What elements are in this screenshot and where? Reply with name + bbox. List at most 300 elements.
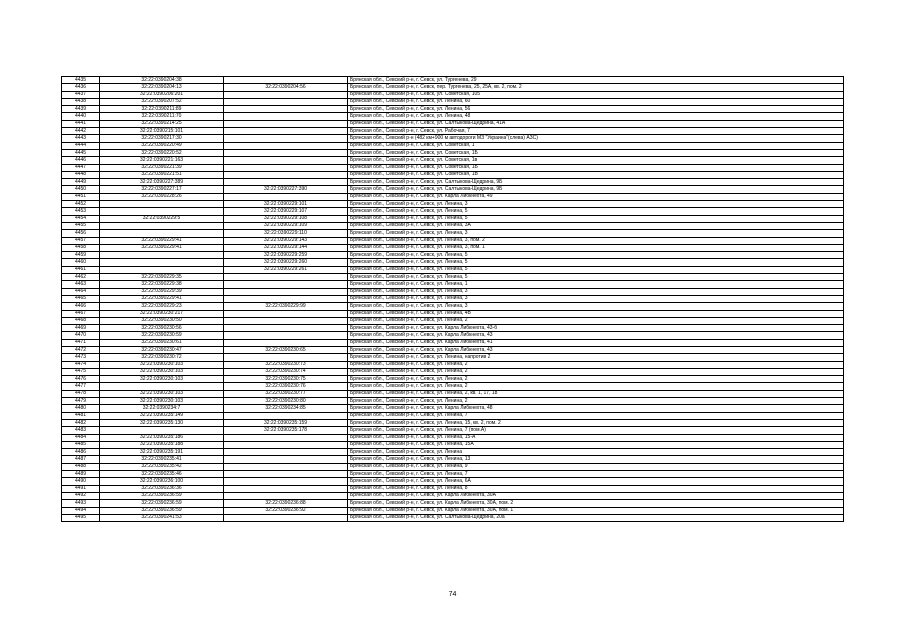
parent-cadastral-number-cell — [224, 106, 348, 113]
address-cell: Брянская обл., Севский р-н, г. Севск, ул. Карла Либкнехта, 30А — [348, 492, 844, 499]
table-row — [62, 142, 844, 149]
parent-cadastral-number-cell — [224, 434, 348, 441]
row-number-cell: 4448 — [62, 171, 100, 178]
table-row — [62, 398, 844, 405]
table-row — [62, 237, 844, 244]
row-number-cell: 4455 — [62, 222, 100, 229]
table-row — [62, 215, 844, 222]
parent-cadastral-number-cell — [224, 332, 348, 339]
row-number-cell: 4465 — [62, 295, 100, 302]
parent-cadastral-number-cell — [224, 514, 348, 521]
parent-cadastral-number-cell — [224, 193, 348, 200]
registry-table-body — [62, 77, 844, 522]
address-cell: Брянская обл., Севский р-н, г. Севск, ул. Ленина, 15, кв. 2, пом. 2 — [348, 419, 844, 426]
table-row — [62, 317, 844, 324]
address-cell: Брянская обл., Севский р-н (482 км+900 м автодороги МЗ "Украина"(слева) АЗС) — [348, 135, 844, 142]
cadastral-number-cell: 32:22:0390211:70 — [100, 113, 224, 120]
table-row — [62, 149, 844, 156]
cadastral-number-cell: 32:22:0390204:38 — [100, 77, 224, 84]
cadastral-number-cell: 32:22:0390227:17 — [100, 186, 224, 193]
parent-cadastral-number-cell — [224, 281, 348, 288]
address-cell: Брянская обл., Севский р-н, г. Севск, ул. Советская, 1Б — [348, 149, 844, 156]
row-number-cell: 4472 — [62, 346, 100, 353]
row-number-cell: 4476 — [62, 376, 100, 383]
row-number-cell: 4453 — [62, 208, 100, 215]
row-number-cell: 4490 — [62, 478, 100, 485]
cadastral-number-cell: 32:22:0390229:23 — [100, 303, 224, 310]
address-cell: Брянская обл., Севский р-н, г. Севск, ул. Ленина, 5 — [348, 274, 844, 281]
row-number-cell: 4457 — [62, 237, 100, 244]
cadastral-number-cell — [100, 230, 224, 237]
row-number-cell: 4467 — [62, 310, 100, 317]
table-row — [62, 171, 844, 178]
cadastral-number-cell: 32:22:0390235:191 — [100, 449, 224, 456]
address-cell: Брянская обл., Севский р-н, г. Севск, ул. Ленина, 13 — [348, 456, 844, 463]
row-number-cell: 4470 — [62, 332, 100, 339]
row-number-cell: 4468 — [62, 317, 100, 324]
parent-cadastral-number-cell: 32:22:0390230:65 — [224, 346, 348, 353]
cadastral-number-cell: 32:22:0390221:39 — [100, 164, 224, 171]
cadastral-number-cell: 32:22:0390221:163 — [100, 157, 224, 164]
cadastral-number-cell: 32:22:0390229:41 — [100, 237, 224, 244]
parent-cadastral-number-cell — [224, 485, 348, 492]
parent-cadastral-number-cell: 32:22:0390229:261 — [224, 266, 348, 273]
table-row — [62, 179, 844, 186]
address-cell: Брянская обл., Севский р-н, г. Севск, ул. Карла Либкнехта, 48 — [348, 405, 844, 412]
address-cell: Брянская обл., Севский р-н, г. Севск, ул. Карла Либкнехта, 43 — [348, 332, 844, 339]
table-row — [62, 201, 844, 208]
cadastral-number-cell: 32:22:0390235:186 — [100, 434, 224, 441]
row-number-cell: 4478 — [62, 390, 100, 397]
table-row — [62, 419, 844, 426]
parent-cadastral-number-cell — [224, 441, 348, 448]
address-cell: Брянская обл., Севский р-н, г. Севск, ул. Ленина, 48 — [348, 113, 844, 120]
table-row — [62, 135, 844, 142]
parent-cadastral-number-cell — [224, 91, 348, 98]
address-cell: Брянская обл., Севский р-н, г. Севск, ул. Карла Либкнехта, 43 — [348, 346, 844, 353]
cadastral-number-cell: 32:22:0390207:52 — [100, 98, 224, 105]
parent-cadastral-number-cell — [224, 128, 348, 135]
row-number-cell: 4493 — [62, 500, 100, 507]
cadastral-number-cell: 32:22:0390235:188 — [100, 441, 224, 448]
table-row — [62, 266, 844, 273]
row-number-cell: 4442 — [62, 128, 100, 135]
parent-cadastral-number-cell — [224, 317, 348, 324]
address-cell: Брянская обл., Севский р-н, г. Севск, ул. Ленина, 3, пом. 1 — [348, 244, 844, 251]
parent-cadastral-number-cell: 32:22:0390229:259 — [224, 252, 348, 259]
table-row — [62, 222, 844, 229]
row-number-cell: 4439 — [62, 106, 100, 113]
table-row — [62, 354, 844, 361]
row-number-cell: 4461 — [62, 266, 100, 273]
parent-cadastral-number-cell: 32:22:0390204:56 — [224, 84, 348, 91]
cadastral-number-cell: 32:22:0390230:59 — [100, 332, 224, 339]
cadastral-number-cell: 32:22:0390230:103 — [100, 376, 224, 383]
parent-cadastral-number-cell: 32:22:0390235:178 — [224, 427, 348, 434]
parent-cadastral-number-cell — [224, 412, 348, 419]
address-cell: Брянская обл., Севский р-н, г. Севск, ул. Салтыкова-Щедрина, 9Б — [348, 179, 844, 186]
address-cell: Брянская обл., Севский р-н, г. Севск, ул. Ленина, 2, кв. 1, 17, 18 — [348, 390, 844, 397]
cadastral-number-cell: 32:22:0390230:103 — [100, 398, 224, 405]
address-cell: Брянская обл., Севский р-н, г. Севск, ул. Советская, 1в — [348, 157, 844, 164]
table-row — [62, 295, 844, 302]
cadastral-number-cell: 32:22:0390241:53 — [100, 514, 224, 521]
table-row — [62, 427, 844, 434]
parent-cadastral-number-cell: 32:22:0390236:92 — [224, 507, 348, 514]
parent-cadastral-number-cell — [224, 164, 348, 171]
address-cell: Брянская обл., Севский р-н, г. Севск, ул. Ленина, 2 — [348, 376, 844, 383]
row-number-cell: 4466 — [62, 303, 100, 310]
parent-cadastral-number-cell: 32:22:0390229:110 — [224, 230, 348, 237]
table-row — [62, 514, 844, 521]
table-row — [62, 186, 844, 193]
address-cell: Брянская обл., Севский р-н, г. Севск, ул. Карла Либкнехта, 41 — [348, 339, 844, 346]
table-row — [62, 259, 844, 266]
parent-cadastral-number-cell: 32:22:0390235:159 — [224, 419, 348, 426]
row-number-cell: 4456 — [62, 230, 100, 237]
address-cell: Брянская обл., Севский р-н, г. Севск, ул. Ленина, 3 — [348, 295, 844, 302]
parent-cadastral-number-cell — [224, 120, 348, 127]
table-row — [62, 84, 844, 91]
table-row — [62, 412, 844, 419]
address-cell: Брянская обл., Севский р-н, г. Севск, ул. Ленина, 7 (пом.А) — [348, 427, 844, 434]
table-row — [62, 361, 844, 368]
row-number-cell: 4445 — [62, 149, 100, 156]
cadastral-number-cell: 32:22:0390230:47 — [100, 346, 224, 353]
row-number-cell: 4460 — [62, 259, 100, 266]
address-cell: Брянская обл., Севский р-н, г. Севск, ул. Карла Либкнехта, 49 — [348, 193, 844, 200]
address-cell: Брянская обл., Севский р-н, г. Севск, пер. Тургенева, 25, 25А, кв. 2, пом. 2 — [348, 84, 844, 91]
parent-cadastral-number-cell — [224, 135, 348, 142]
parent-cadastral-number-cell — [224, 113, 348, 120]
row-number-cell: 4437 — [62, 91, 100, 98]
row-number-cell: 4471 — [62, 339, 100, 346]
address-cell: Брянская обл., Севский р-н, г. Севск, ул. Салтыкова-Щедрина, 20а — [348, 514, 844, 521]
parent-cadastral-number-cell — [224, 456, 348, 463]
table-row — [62, 449, 844, 456]
row-number-cell: 4464 — [62, 288, 100, 295]
address-cell: Брянская обл., Севский р-н, г. Севск, ул. Ленина, 2 — [348, 368, 844, 375]
cadastral-number-cell: 32:22:0390229:41 — [100, 244, 224, 251]
table-row — [62, 478, 844, 485]
address-cell: Брянская обл., Севский р-н, г. Севск, ул. Ленина, 3 — [348, 288, 844, 295]
address-cell: Брянская обл., Севский р-н, г. Севск, ул. Ленина, 2 — [348, 383, 844, 390]
cadastral-number-cell: 32:22:0390227:389 — [100, 179, 224, 186]
address-cell: Брянская обл., Севский р-н, г. Севск, ул. Ленина, 2 — [348, 398, 844, 405]
address-cell: Брянская обл., Севский р-н, г. Севск, ул. Карла Либкнехта, 30А, пом. 2 — [348, 500, 844, 507]
row-number-cell: 4462 — [62, 274, 100, 281]
cadastral-number-cell: 32:22:0390234:7 — [100, 405, 224, 412]
address-cell: Брянская обл., Севский р-н, г. Севск, ул. Ленина, 8 — [348, 485, 844, 492]
cadastral-number-cell: 32:22:0390235:130 — [100, 419, 224, 426]
parent-cadastral-number-cell: 32:22:0390229:107 — [224, 208, 348, 215]
table-row — [62, 77, 844, 84]
table-row — [62, 368, 844, 375]
address-cell: Брянская обл., Севский р-н, г. Севск, ул. Ленина, 2 — [348, 361, 844, 368]
row-number-cell: 4495 — [62, 514, 100, 521]
cadastral-number-cell: 32:22:0390236:59 — [100, 492, 224, 499]
cadastral-number-cell: 32:22:0390229:41 — [100, 295, 224, 302]
table-row — [62, 383, 844, 390]
address-cell: Брянская обл., Севский р-н, г. Севск, ул. Ленина, 4В — [348, 310, 844, 317]
row-number-cell: 4488 — [62, 463, 100, 470]
table-row — [62, 310, 844, 317]
cadastral-number-cell: 32:22:0390235:42 — [100, 463, 224, 470]
address-cell: Брянская обл., Севский р-н, г. Севск, ул. Салтыкова-Щедрина, 41А — [348, 120, 844, 127]
parent-cadastral-number-cell — [224, 449, 348, 456]
address-cell: Брянская обл., Севский р-н, г. Севск, ул. Ленина, напротив 2 — [348, 354, 844, 361]
row-number-cell: 4444 — [62, 142, 100, 149]
row-number-cell: 4463 — [62, 281, 100, 288]
table-row — [62, 507, 844, 514]
table-row — [62, 500, 844, 507]
row-number-cell: 4447 — [62, 164, 100, 171]
address-cell: Брянская обл., Севский р-н, г. Севск, ул. Советская, 1Б — [348, 164, 844, 171]
cadastral-number-cell: 32:22:0390230:56 — [100, 325, 224, 332]
address-cell: Брянская обл., Севский р-н, г. Севск, ул. Ленина, 3 — [348, 303, 844, 310]
table-row — [62, 463, 844, 470]
cadastral-number-cell: 32:22:0390236:100 — [100, 478, 224, 485]
row-number-cell: 4477 — [62, 383, 100, 390]
cadastral-number-cell: 32:22:0390229:38 — [100, 281, 224, 288]
address-cell: Брянская обл., Севский р-н, г. Севск, ул. Ленина, 15А — [348, 441, 844, 448]
table-row — [62, 106, 844, 113]
row-number-cell: 4482 — [62, 419, 100, 426]
table-row — [62, 208, 844, 215]
address-cell: Брянская обл., Севский р-н, г. Севск, ул. Тургенева, 29 — [348, 77, 844, 84]
address-cell: Брянская обл., Севский р-н, г. Севск, ул. Ленина, 5 — [348, 215, 844, 222]
table-row — [62, 120, 844, 127]
parent-cadastral-number-cell: 32:22:0390234:85 — [224, 405, 348, 412]
row-number-cell: 4459 — [62, 252, 100, 259]
row-number-cell: 4458 — [62, 244, 100, 251]
cadastral-number-cell: 32:22:0390230:103 — [100, 361, 224, 368]
parent-cadastral-number-cell: 32:22:0390229:109 — [224, 222, 348, 229]
cadastral-number-cell: 32:22:0390230:72 — [100, 354, 224, 361]
address-cell: Брянская обл., Севский р-н, г. Севск, ул. Советская, 1В — [348, 171, 844, 178]
cadastral-number-cell: 32:22:0390214:25 — [100, 120, 224, 127]
row-number-cell: 4485 — [62, 441, 100, 448]
address-cell: Брянская обл., Севский р-н, г. Севск, ул. Ленина, 3А — [348, 222, 844, 229]
table-row — [62, 376, 844, 383]
row-number-cell: 4452 — [62, 201, 100, 208]
address-cell: Брянская обл., Севский р-н, г. Севск, ул. Ленина, 5 — [348, 259, 844, 266]
cadastral-number-cell: 32:22:0390215:101 — [100, 128, 224, 135]
cadastral-number-cell — [100, 222, 224, 229]
parent-cadastral-number-cell — [224, 478, 348, 485]
parent-cadastral-number-cell — [224, 310, 348, 317]
table-row — [62, 157, 844, 164]
cadastral-number-cell — [100, 252, 224, 259]
row-number-cell: 4487 — [62, 456, 100, 463]
cadastral-number-cell: 32:22:0390230:103 — [100, 368, 224, 375]
cadastral-number-cell: 32:22:0390229:5 — [100, 215, 224, 222]
row-number-cell: 4469 — [62, 325, 100, 332]
table-row — [62, 471, 844, 478]
address-cell: Брянская обл., Севский р-н, г. Севск, ул. Ленина — [348, 449, 844, 456]
parent-cadastral-number-cell: 32:22:0390230:76 — [224, 383, 348, 390]
address-cell: Брянская обл., Севский р-н, г. Севск, ул. Ленина, 1 — [348, 281, 844, 288]
cadastral-number-cell — [100, 201, 224, 208]
table-row — [62, 281, 844, 288]
cadastral-number-cell: 32:22:0390236:36 — [100, 485, 224, 492]
row-number-cell: 4438 — [62, 98, 100, 105]
table-row — [62, 339, 844, 346]
cadastral-number-cell: 32:22:0390236:59 — [100, 500, 224, 507]
address-cell: Брянская обл., Севский р-н, г. Севск, ул. Ленина, 5 — [348, 266, 844, 273]
page-number: 74 — [448, 591, 457, 598]
table-row — [62, 485, 844, 492]
parent-cadastral-number-cell — [224, 471, 348, 478]
row-number-cell: 4479 — [62, 398, 100, 405]
parent-cadastral-number-cell — [224, 354, 348, 361]
parent-cadastral-number-cell: 32:22:0390229:108 — [224, 215, 348, 222]
parent-cadastral-number-cell — [224, 492, 348, 499]
table-row — [62, 164, 844, 171]
parent-cadastral-number-cell: 32:22:0390230:77 — [224, 390, 348, 397]
cadastral-number-cell: 32:22:0390229:39 — [100, 288, 224, 295]
parent-cadastral-number-cell — [224, 98, 348, 105]
table-row — [62, 252, 844, 259]
row-number-cell: 4441 — [62, 120, 100, 127]
parent-cadastral-number-cell — [224, 149, 348, 156]
cadastral-number-cell: 32:22:0390235:41 — [100, 456, 224, 463]
table-row — [62, 244, 844, 251]
row-number-cell: 4474 — [62, 361, 100, 368]
row-number-cell: 4475 — [62, 368, 100, 375]
address-cell: Брянская обл., Севский р-н, г. Севск, ул. Ленина, 6А — [348, 478, 844, 485]
address-cell: Брянская обл., Севский р-н, г. Севск, ул. Ленина, 9 — [348, 463, 844, 470]
registry-table — [61, 76, 844, 522]
row-number-cell: 4435 — [62, 77, 100, 84]
cadastral-number-cell: 32:22:0390204:13 — [100, 84, 224, 91]
table-row — [62, 193, 844, 200]
address-cell: Брянская обл., Севский р-н, г. Севск, ул. Рабочая, 7 — [348, 128, 844, 135]
row-number-cell: 4481 — [62, 412, 100, 419]
address-cell: Брянская обл., Севский р-н, г. Севск, ул. Салтыкова-Щедрина, 9Б — [348, 186, 844, 193]
address-cell: Брянская обл., Севский р-н, г. Севск, ул. Советская, 105 — [348, 91, 844, 98]
cadastral-number-cell: 32:22:0390221:51 — [100, 171, 224, 178]
parent-cadastral-number-cell: 32:22:0390230:75 — [224, 376, 348, 383]
parent-cadastral-number-cell — [224, 463, 348, 470]
parent-cadastral-number-cell — [224, 295, 348, 302]
address-cell: Брянская обл., Севский р-н, г. Севск, ул. Ленина, 7 — [348, 412, 844, 419]
table-row — [62, 405, 844, 412]
parent-cadastral-number-cell — [224, 179, 348, 186]
parent-cadastral-number-cell: 32:22:0390230:74 — [224, 368, 348, 375]
table-row — [62, 390, 844, 397]
table-row — [62, 128, 844, 135]
row-number-cell: 4436 — [62, 84, 100, 91]
address-cell: Брянская обл., Севский р-н, г. Севск, ул. Карла Либкнехта, 43-б — [348, 325, 844, 332]
cadastral-number-cell: 32:22:0390217:30 — [100, 135, 224, 142]
row-number-cell: 4491 — [62, 485, 100, 492]
table-row — [62, 91, 844, 98]
row-number-cell: 4454 — [62, 215, 100, 222]
row-number-cell: 4443 — [62, 135, 100, 142]
table-row — [62, 434, 844, 441]
table-row — [62, 492, 844, 499]
parent-cadastral-number-cell — [224, 325, 348, 332]
cadastral-number-cell: 32:22:0390220:52 — [100, 149, 224, 156]
parent-cadastral-number-cell — [224, 171, 348, 178]
address-cell: Брянская обл., Севский р-н, г. Севск, ул. Ленина, 3 — [348, 201, 844, 208]
address-cell: Брянская обл., Севский р-н, г. Севск, ул. Ленина, 56 — [348, 106, 844, 113]
parent-cadastral-number-cell — [224, 77, 348, 84]
row-number-cell: 4450 — [62, 186, 100, 193]
cadastral-number-cell — [100, 259, 224, 266]
parent-cadastral-number-cell — [224, 142, 348, 149]
row-number-cell: 4446 — [62, 157, 100, 164]
parent-cadastral-number-cell — [224, 288, 348, 295]
row-number-cell: 4489 — [62, 471, 100, 478]
table-row — [62, 456, 844, 463]
parent-cadastral-number-cell — [224, 157, 348, 164]
cadastral-number-cell: 32:22:0390211:89 — [100, 106, 224, 113]
row-number-cell: 4480 — [62, 405, 100, 412]
table-row — [62, 98, 844, 105]
table-row — [62, 274, 844, 281]
parent-cadastral-number-cell: 32:22:0390229:101 — [224, 201, 348, 208]
parent-cadastral-number-cell: 32:22:0390230:73 — [224, 361, 348, 368]
parent-cadastral-number-cell: 32:22:0390230:80 — [224, 398, 348, 405]
table-row — [62, 325, 844, 332]
cadastral-number-cell: 32:22:0390206:201 — [100, 91, 224, 98]
cadastral-number-cell: 32:22:0390235:46 — [100, 471, 224, 478]
row-number-cell: 4483 — [62, 427, 100, 434]
table-row — [62, 332, 844, 339]
parent-cadastral-number-cell: 32:22:0390229:260 — [224, 259, 348, 266]
address-cell: Брянская обл., Севский р-н, г. Севск, ул. Ленина, 60 — [348, 98, 844, 105]
address-cell: Брянская обл., Севский р-н, г. Севск, ул. Ленина, 3, пом. 2 — [348, 237, 844, 244]
parent-cadastral-number-cell: 32:22:0390229:143 — [224, 237, 348, 244]
parent-cadastral-number-cell: 32:22:0390229:99 — [224, 303, 348, 310]
row-number-cell: 4484 — [62, 434, 100, 441]
address-cell: Брянская обл., Севский р-н, г. Севск, ул. Ленина, 15-А — [348, 434, 844, 441]
table-row — [62, 441, 844, 448]
cadastral-number-cell: 32:22:0390229:35 — [100, 274, 224, 281]
cadastral-number-cell: 32:22:0390230:103 — [100, 390, 224, 397]
row-number-cell: 4486 — [62, 449, 100, 456]
address-cell: Брянская обл., Севский р-н, г. Севск, ул. Советская, 1 — [348, 142, 844, 149]
table-row — [62, 113, 844, 120]
cadastral-number-cell: 32:22:0390230:217 — [100, 310, 224, 317]
table-row — [62, 346, 844, 353]
row-number-cell: 4440 — [62, 113, 100, 120]
address-cell: Брянская обл., Севский р-н, г. Севск, ул. Ленина, 7 — [348, 471, 844, 478]
table-row — [62, 230, 844, 237]
address-cell: Брянская обл., Севский р-н, г. Севск, ул. Ленина, 3 — [348, 230, 844, 237]
address-cell: Брянская обл., Севский р-н, г. Севск, ул. Ленина, 5 — [348, 208, 844, 215]
address-cell: Брянская обл., Севский р-н, г. Севск, ул. Карла Либкнехта, 30А, пом. 1 — [348, 507, 844, 514]
row-number-cell: 4449 — [62, 179, 100, 186]
table-row — [62, 303, 844, 310]
cadastral-number-cell — [100, 208, 224, 215]
cadastral-number-cell: 32:22:0390228:26 — [100, 193, 224, 200]
row-number-cell: 4494 — [62, 507, 100, 514]
row-number-cell: 4473 — [62, 354, 100, 361]
cadastral-number-cell: 32:22:0390230:61 — [100, 339, 224, 346]
cadastral-number-cell: 32:22:0390230:50 — [100, 317, 224, 324]
parent-cadastral-number-cell: 32:22:0390236:88 — [224, 500, 348, 507]
address-cell: Брянская обл., Севский р-н, г. Севск, ул. Ленина, 5 — [348, 252, 844, 259]
cadastral-number-cell: 32:22:0390235:149 — [100, 412, 224, 419]
cadastral-number-cell — [100, 266, 224, 273]
row-number-cell: 4492 — [62, 492, 100, 499]
cadastral-number-cell — [100, 383, 224, 390]
parent-cadastral-number-cell — [224, 274, 348, 281]
address-cell: Брянская обл., Севский р-н, г. Севск, ул. Ленина, 2 — [348, 317, 844, 324]
